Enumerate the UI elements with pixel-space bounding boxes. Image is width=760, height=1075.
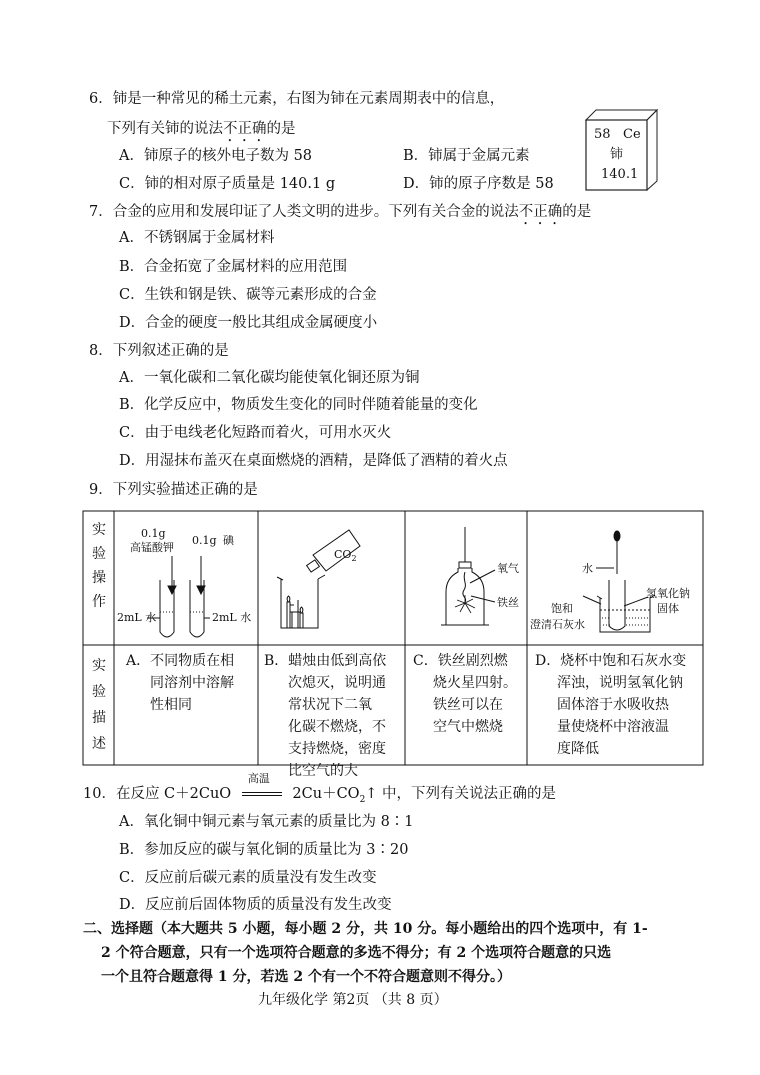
test-tubes-figure xyxy=(147,556,210,637)
q10-option-c: C．反应前后碳元素的质量没有发生改变 xyxy=(119,870,377,886)
desc-c: C．铁丝剧烈燃 烧火星四射。 铁丝可以在 空气中燃烧 xyxy=(413,653,517,735)
q8-option-d: D．用湿抹布盖灭在桌面燃烧的酒精，是降低了酒精的着火点 xyxy=(119,453,508,469)
q7-emphasis: 不正确 xyxy=(518,204,563,220)
element-mass: 140.1 xyxy=(601,167,639,182)
fig-a-iodine-mass: 0.1g xyxy=(192,534,217,547)
q10-product: 2Cu＋CO xyxy=(292,786,360,802)
fig-c-wire-label: 铁丝 xyxy=(497,596,519,609)
fig-a-water-left: 2mL 水 xyxy=(117,611,157,624)
section2-line1: 二、选择题（本大题共 5 小题，每小题 2 分，共 10 分。每小题给出的四个选项中，有 1- xyxy=(83,921,648,937)
iron-wire-oxygen-figure xyxy=(441,527,495,625)
q10-subscript: 2 xyxy=(359,794,366,805)
fig-a-kmno4-mass: 0.1g xyxy=(141,527,166,540)
q6-option-a: A．铈原子的核外电子数为 58 xyxy=(119,148,313,164)
q10-condition: 高温 xyxy=(242,787,282,801)
fig-a-iodine-label: 碘 xyxy=(223,534,234,547)
q6-stem-line1: 6．铈是一种常见的稀土元素，右图为铈在元素周期表中的信息， xyxy=(89,91,505,107)
q7-stem-post: 的是 xyxy=(562,204,592,220)
fig-d-lime-label-1: 饱和 xyxy=(551,602,573,615)
q10-option-a: A．氧化铜中铜元素与氧元素的质量比为 8∶1 xyxy=(119,814,414,830)
q7-option-b: B．合金拓宽了金属材料的应用范围 xyxy=(119,259,348,275)
element-name: 铈 xyxy=(610,147,624,162)
q10-gas-arrow: ↑ xyxy=(365,786,378,802)
q8-option-c: C．由于电线老化短路而着火，可用水灭火 xyxy=(119,425,392,441)
q7-stem-pre: 7．合金的应用和发展印证了人类文明的进步。下列有关合金的说法 xyxy=(89,204,519,220)
q6-emphasis: 不正确 xyxy=(223,121,267,137)
q6-stem-post: 的是 xyxy=(266,121,296,137)
fig-c-oxygen-label: 氧气 xyxy=(497,562,519,575)
fig-d-naoh-label-2: 固体 xyxy=(657,602,679,615)
fig-a-kmno4-label: 高锰酸钾 xyxy=(130,541,174,554)
desc-d: D．烧杯中饱和石灰水变 浑浊，说明氢氧化钠 固体溶于水吸收热 量使烧杯中溶液温 度降低 xyxy=(535,653,687,757)
q7-option-a: A．不锈钢属于金属材料 xyxy=(119,230,275,246)
q10-stem-pre: 10．在反应 C＋2CuO xyxy=(83,786,232,802)
element-symbol: Ce xyxy=(623,127,641,142)
naoh-beaker-figure xyxy=(583,531,655,632)
q6-option-c: C．铈的相对原子质量是 140.1 g xyxy=(119,176,336,192)
q10-stem-post: 中，下列有关说法正确的是 xyxy=(377,786,557,802)
section2-line3: 一个且符合题意得 1 分，若选 2 个有一个不符合题意则不得分。） xyxy=(101,969,511,985)
q8-option-b: B．化学反应中，物质发生变化的同时伴随着能量的变化 xyxy=(119,397,478,413)
q7-option-d: D．合金的硬度一般比其组成金属硬度小 xyxy=(119,315,378,331)
desc-b: B．蜡烛由低到高依 次熄灭，说明通 常状况下二氧 化碳不燃烧，不 支持燃烧，密度 比空气的大 xyxy=(264,653,387,779)
fig-b-co2-label: $CO_2$ xyxy=(334,548,357,564)
q8-stem: 8．下列叙述正确的是 xyxy=(89,343,229,359)
fig-a-water-right: 2mL 水 xyxy=(212,611,252,624)
q7-stem xyxy=(89,204,591,228)
section2-line2: 2 个符合题意，只有一个选项符合题意的多选不得分；有 2 个选项符合题意的只选 xyxy=(101,945,612,961)
co2-beaker-figure xyxy=(277,530,360,628)
element-number: 58 xyxy=(594,127,611,142)
q9-stem: 9．下列实验描述正确的是 xyxy=(89,482,258,498)
desc-a: A．不同物质在相 同溶剂中溶解 性相同 xyxy=(126,653,235,713)
q7-option-c: C．生铁和钢是铁、碳等元素形成的合金 xyxy=(119,287,377,303)
q6-option-d: D．铈的原子序数是 58 xyxy=(403,176,554,192)
page-footer: 九年级化学 第2页 （共 8 页） xyxy=(258,992,448,1008)
table-header-operation: 实 验 操 作 xyxy=(92,522,106,610)
q10-stem xyxy=(83,772,557,805)
q10-option-b: B．参加反应的碳与氧化铜的质量比为 3∶20 xyxy=(119,842,409,858)
fig-d-water-label: 水 xyxy=(582,562,593,575)
q8-option-a: A．一氧化碳和二氧化碳均能使氧化铜还原为铜 xyxy=(119,370,420,386)
q6-stem-pre: 下列有关铈的说法 xyxy=(107,121,223,137)
q10-option-d: D．反应前后固体物质的质量没有发生改变 xyxy=(119,897,392,913)
fig-d-lime-label-2: 澄清石灰水 xyxy=(530,618,585,631)
q6-option-b: B．铈属于金属元素 xyxy=(403,148,530,164)
fig-d-naoh-label-1: 氢氧化钠 xyxy=(646,587,690,600)
table-header-description: 实 验 描 述 xyxy=(92,658,106,752)
q6-stem-line2 xyxy=(107,121,296,145)
